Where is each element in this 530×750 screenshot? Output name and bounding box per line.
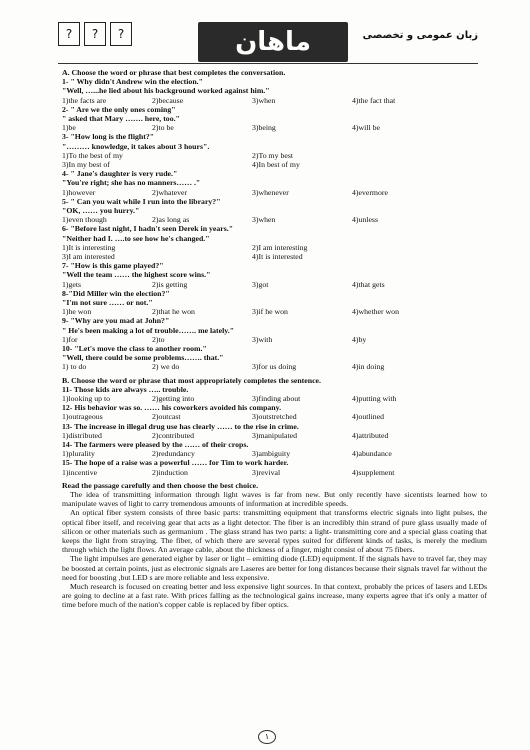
answer-option: 4)It is interested	[252, 251, 303, 261]
answer-option: 2)is getting	[152, 279, 188, 289]
page-number: ١	[258, 730, 276, 744]
seal-icon: ?	[84, 22, 106, 46]
question-response: "Neither had I. ….to see how he's changed."	[62, 233, 210, 243]
answer-option: 4)abundance	[352, 449, 392, 459]
answer-option: 2)to	[152, 334, 165, 344]
question-prompt: 2- " Are we the only ones coming"	[62, 104, 176, 114]
publisher-logo-icon: ?	[58, 22, 80, 46]
answer-option: 4)putting with	[352, 393, 397, 403]
question-prompt: 3- "How long is the flight?"	[62, 132, 155, 142]
question-prompt: 7- "How is this game played?"	[62, 261, 164, 271]
question-prompt: 9- "Why are you mad at John?"	[62, 316, 170, 326]
answer-option: 4)outlined	[352, 412, 385, 422]
option-row	[62, 280, 487, 289]
answer-option: 3)I am interested	[62, 251, 115, 261]
answer-option: 3)ambiguity	[252, 449, 291, 459]
answer-option: 2)to be	[152, 123, 174, 133]
question-response: "Well, there could be some problems……. that."	[62, 353, 224, 363]
answer-option: 2)induction	[152, 467, 188, 477]
option-row	[62, 449, 487, 458]
answer-option: 2)getting into	[152, 393, 195, 403]
option-row	[62, 362, 487, 371]
question-prompt: 10- "Let's move the class to another room."	[62, 343, 207, 353]
question-prompt: 13- The increase in illegal drug use has clearly …… to the rise in crime.	[62, 421, 299, 431]
answer-option: 1)looking up to	[62, 393, 111, 403]
question-prompt: 8-"Did Miller win the election?"	[62, 288, 170, 298]
passage-paragraph: The idea of transmitting information through light waves is far from new. But only recently have sicentists learned how to manipulate waves of light to carry tremendous amounts of information at incredible speeds.	[62, 489, 487, 509]
option-row	[62, 215, 487, 224]
answer-option: 4)will be	[352, 123, 380, 133]
answer-option: 4)whether won	[352, 307, 399, 317]
question-prompt: 1- " Why didn't Andrew win the election."	[62, 77, 203, 87]
answer-option: 2)because	[152, 95, 184, 105]
question-response: " asked that Mary ……. here, too."	[62, 114, 180, 123]
question-prompt: 4- " Jane's daughter is very rude."	[62, 169, 178, 179]
answer-option: 4)the fact that	[352, 95, 396, 105]
answer-option: 1) to do	[62, 362, 87, 372]
subject-title: زبان عمومی و تخصصی	[362, 30, 478, 41]
answer-option: 4)attributed	[352, 430, 389, 440]
answer-option: 2)as long as	[152, 215, 190, 225]
answer-option: 3)for us doing	[252, 362, 297, 372]
answer-option: 4)unless	[352, 215, 378, 225]
answer-option: 3)manipulated	[252, 430, 298, 440]
answer-option: 1)the facts are	[62, 95, 107, 105]
option-row	[62, 123, 487, 132]
option-row	[62, 431, 487, 440]
answer-option: 3)got	[252, 279, 269, 289]
question-response: "Well the team …… the highest score wins."	[62, 270, 211, 280]
question-response: "……… knowledge, it takes about 3 hours".	[62, 141, 210, 151]
section-a-title: A. Choose the word or phrase that best completes the conversation.	[62, 68, 286, 77]
option-row	[62, 243, 487, 261]
answer-option: 4)that gets	[352, 279, 385, 289]
answer-option: 4)In best of my	[252, 159, 300, 169]
answer-option: 1)plurality	[62, 449, 95, 459]
question-response: "You're right; she has no manners…… ."	[62, 178, 201, 188]
question-prompt: 6- "Before last night, I hadn't seen Derek in years."	[62, 224, 234, 234]
passage-paragraph: The light impulses are generated eigher by laser or light – emitting diode (LED) equipment. If the signals have to travel far, they may be boosted at certain points, just as electronic signals are Laseres are better for long distances because their signals travel far without the need for boosting ,but LED s are more reliable and less expensive.	[62, 554, 487, 582]
answer-option: 2)outcast	[152, 412, 181, 422]
answer-option: 1)To the best of my	[62, 150, 123, 160]
question-prompt: 12- His behavior was so. …… his coworkers avoided his company.	[62, 403, 282, 413]
question-prompt: 14- The farmers were pleased by the …… of their crops.	[62, 439, 249, 449]
question-prompt: 15- The hope of a raise was a powerful …… for Tim to work harder.	[62, 458, 289, 468]
answer-option: 1)It is interesting	[62, 242, 116, 252]
option-row	[62, 394, 487, 403]
question-response: "Well, …...he lied about his background worked against him."	[62, 86, 270, 96]
passage-paragraph: Much research is focused on creating better and less expensive light sources. In that context, probably the prices of lasers and LEDs are going to decline at a fast rate. With prices falling as the technological gains increase, many experts agree that it's only a matter of time before much of the nation's copper cable is replaced by fiber optics.	[62, 581, 487, 610]
question-prompt: 11- Those kids are always ….. trouble.	[62, 384, 189, 394]
answer-option: 1)incentive	[62, 467, 98, 477]
section-b-questions	[62, 385, 487, 477]
passage-title: Read the passage carefully and then choose the best choice.	[62, 480, 259, 490]
option-row	[62, 335, 487, 344]
answer-option: 4)supplement	[352, 467, 395, 477]
answer-option: 3)being	[252, 123, 276, 133]
answer-option: 3)whenever	[252, 187, 289, 197]
answer-option: 2)To my best	[252, 150, 294, 160]
option-row	[62, 307, 487, 316]
answer-option: 2)I am interesting	[252, 242, 308, 252]
answer-option: 1)however	[62, 187, 96, 197]
answer-option: 3)with	[252, 334, 273, 344]
answer-option: 1)even though	[62, 215, 107, 225]
answer-option: 2)contributed	[152, 430, 195, 440]
option-row	[62, 96, 487, 105]
emblem-icon: ?	[110, 22, 132, 46]
answer-option: 3)when	[252, 95, 276, 105]
answer-option: 1)he won	[62, 307, 92, 317]
answer-option: 3)finding about	[252, 393, 301, 403]
answer-option: 1)outrageous	[62, 412, 103, 422]
answer-option: 2) we do	[152, 362, 180, 372]
answer-option: 3)outstretched	[252, 412, 297, 422]
option-row	[62, 468, 487, 477]
answer-option: 2)whatever	[152, 187, 188, 197]
option-row	[62, 188, 487, 197]
answer-option: 2)that he won	[152, 307, 195, 317]
answer-option: 4)by	[352, 334, 367, 344]
passage-paragraph: An optical fiber system consists of three basic parts: transmitting equipment that transforms electric signals into light pulses, the optical fiber itself, and receiving gear that acts as a light detector. The fiber is an incredibly thin strand of pure glass usually made of silicon or other materials such as germanium . The glass strand has two parts: a light- transmitting core and a special glass coating that keeps the light from straying. The fiber, of which there are several types suited for different kinds of tasks, is merely the medium through which the light flows. An average cable, about the thickness of a finger, might consist of about 75 fibers.	[62, 508, 487, 555]
page-header	[58, 18, 478, 64]
question-response: "I'm not sure …… or not."	[62, 297, 153, 307]
option-row	[62, 412, 487, 421]
question-response: "OK, …… you hurry."	[62, 205, 140, 215]
section-b-title: B. Choose the word or phrase that most appropriately completes the sentence.	[62, 375, 321, 385]
answer-option: 1)be	[62, 123, 76, 133]
answer-option: 3)In my best of	[62, 159, 110, 169]
header-divider	[58, 63, 478, 64]
exam-content	[62, 68, 487, 610]
answer-option: 4)evermore	[352, 187, 388, 197]
question-response: " He's been making a lot of trouble……. me lately."	[62, 325, 235, 335]
question-prompt: 5- " Can you wait while I run into the library?"	[62, 196, 221, 206]
brand-logo: ماهان	[198, 22, 348, 62]
answer-option: 1)distributed	[62, 430, 102, 440]
answer-option: 4)in doing	[352, 362, 385, 372]
answer-option: 3)revival	[252, 467, 281, 477]
option-row	[62, 151, 487, 169]
section-a-questions	[62, 77, 487, 371]
answer-option: 1)gets	[62, 279, 82, 289]
answer-option: 1)for	[62, 334, 78, 344]
answer-option: 3)when	[252, 215, 276, 225]
answer-option: 3)if he won	[252, 307, 288, 317]
answer-option: 2)redundancy	[152, 449, 195, 459]
reading-passage	[62, 490, 487, 610]
